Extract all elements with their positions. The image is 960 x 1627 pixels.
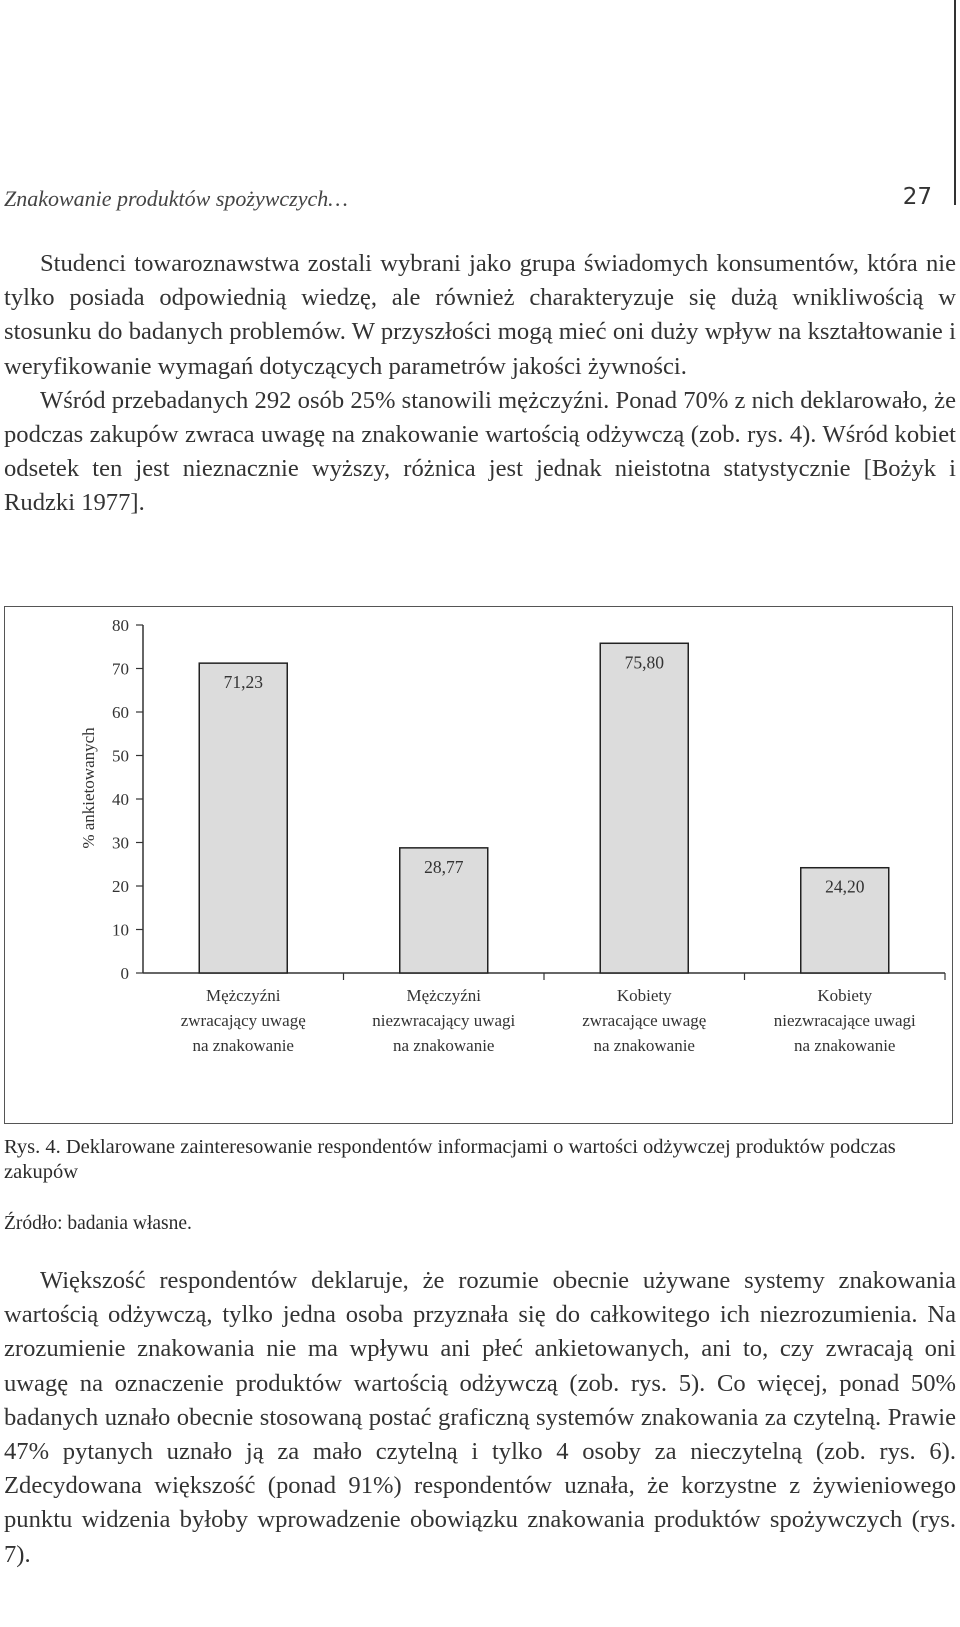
x-category-label: na znakowanie bbox=[393, 1036, 495, 1055]
y-tick-label: 10 bbox=[112, 920, 129, 940]
figure-source: Źródło: badania własne. bbox=[4, 1213, 192, 1234]
figure-caption: Rys. 4. Deklarowane zainteresowanie respondentów informacjami o wartości odżywczej produktów podczas zakupów bbox=[4, 1136, 896, 1183]
x-category-label: na znakowanie bbox=[794, 1036, 896, 1055]
page-edge-rule bbox=[954, 0, 956, 205]
page-number: 27 bbox=[902, 184, 932, 210]
paragraph: Studenci towaroznawstwa zostali wybrani jako grupa świadomych konsumentów, która nie tylko posiada odpowiednią wiedzę, ale również charakteryzuje się dużą wnikliwością w stosunku do badanych problemów. W przyszłości mogą mieć oni duży wpływ na kształtowanie i weryfikowanie wymagań dotyczących parametrów jakości żywności. bbox=[4, 250, 956, 380]
bar bbox=[600, 643, 688, 973]
bar-data-label: 28,77 bbox=[424, 856, 464, 877]
x-category-label: na znakowanie bbox=[593, 1036, 695, 1055]
figure-4-frame bbox=[4, 606, 953, 1124]
paragraph: Większość respondentów deklaruje, że rozumie obecnie używane systemy znakowania wartością odżywczą, tylko jedna osoba przyznała się do całkowitego ich niezrozumienia. Na zrozumienie znakowania nie ma wpływu ani płeć ankietowanych, ani to, czy zwracają oni uwagę na oznaczenie produktów wartością odżywczą (zob. rys. 5). Co więcej, ponad 50% badanych uznało obecnie stosowaną postać graficzną systemów znakowania za czytelną. Prawie 47% pytanych uznało ją za mało czytelną i tylko 4 osoby za nieczytelną (zob. rys. 6). Zdecydowana większość (ponad 91%) respondentów uznała, że korzystne z żywieniowego punktu widzenia byłoby wprowadzenie obowiązku znakowania produktów spożywczych (rys. 7). bbox=[4, 1267, 956, 1568]
bar bbox=[199, 663, 287, 973]
y-tick-label: 70 bbox=[112, 659, 129, 679]
bar-data-label: 71,23 bbox=[223, 672, 263, 693]
x-category-label: Kobiety bbox=[616, 986, 672, 1005]
x-category-label: zwracający uwagę bbox=[180, 1011, 306, 1030]
x-category-label: Mężczyźni bbox=[205, 986, 281, 1005]
body-text-bottom bbox=[4, 1264, 956, 1572]
x-category-label: niezwracające uwagi bbox=[773, 1011, 916, 1030]
bar-chart bbox=[5, 607, 952, 1123]
y-tick-label: 60 bbox=[112, 703, 129, 722]
paragraph: Wśród przebadanych 292 osób 25% stanowili mężczyźni. Ponad 70% z nich deklarowało, że podczas zakupów zwraca uwagę na znakowanie wartością odżywczą (zob. rys. 4). Wśród kobiet odsetek ten jest nieznacznie wyższy, różnica jest jednak nieistotna statystycznie [Bożyk i Rudzki 1977]. bbox=[4, 386, 956, 517]
x-category-label: zwracające uwagę bbox=[582, 1011, 707, 1030]
x-category-label: niezwracający uwagi bbox=[372, 1011, 516, 1030]
y-axis-title: % ankietowanych bbox=[79, 727, 98, 849]
bar-data-label: 24,20 bbox=[825, 876, 865, 897]
body-text-top bbox=[4, 247, 956, 521]
y-tick-label: 20 bbox=[112, 877, 129, 896]
x-category-label: na znakowanie bbox=[192, 1036, 294, 1055]
running-head bbox=[4, 186, 934, 220]
running-title: Znakowanie produktów spożywczych… bbox=[4, 186, 348, 211]
y-tick-label: 0 bbox=[120, 964, 129, 983]
y-tick-label: 40 bbox=[112, 790, 129, 809]
y-tick-label: 80 bbox=[112, 616, 129, 635]
bar-data-label: 75,80 bbox=[624, 652, 664, 673]
x-category-label: Kobiety bbox=[817, 986, 873, 1005]
y-tick-label: 50 bbox=[112, 746, 129, 766]
y-tick-label: 30 bbox=[112, 833, 129, 853]
x-category-label: Mężczyźni bbox=[406, 986, 482, 1005]
